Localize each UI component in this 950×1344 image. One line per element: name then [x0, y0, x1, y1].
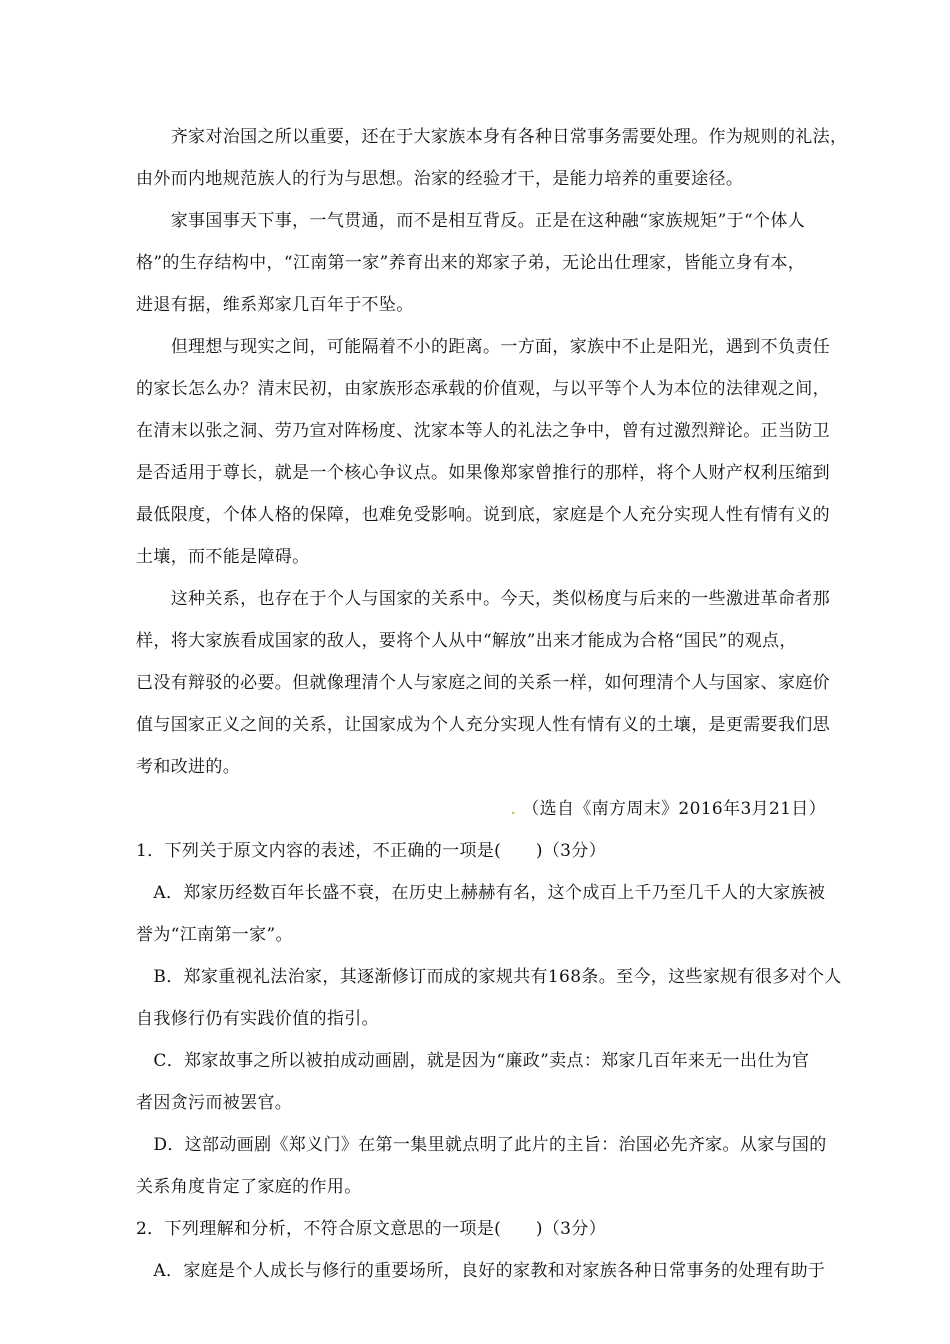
- question-line: 1．下列关于原文内容的表述，不正确的一项是( )（3分）: [136, 841, 607, 861]
- question-line: B．郑家重视礼法治家，其逐渐修订而成的家规共有168条。至今，这些家规有很多对个人: [136, 967, 842, 987]
- question-line: D．这部动画剧《郑义门》在第一集里就点明了此片的主旨：治国必先齐家。从家与国的: [136, 1135, 827, 1155]
- question-line: A．家庭是个人成长与修行的重要场所，良好的家教和对家族各种日常事务的处理有助于: [136, 1261, 826, 1281]
- source-text: （选自《南方周末》2016年3月21日）: [522, 799, 826, 819]
- paragraph-line: 最低限度，个体人格的保障，也难免受影响。说到底，家庭是个人充分实现人性有情有义的: [136, 505, 830, 525]
- question-line: 者因贪污而被罢官。: [136, 1093, 293, 1113]
- paragraph-line: 的家长怎么办？清末民初，由家族形态承载的价值观，与以平等个人为本位的法律观之间，: [136, 379, 830, 399]
- source-mark: .: [510, 799, 517, 819]
- question-line: 关系角度肯定了家庭的作用。: [136, 1177, 362, 1197]
- paragraph-line: 土壤，而不能是障碍。: [136, 547, 310, 567]
- paragraph-line: 在清末以张之洞、劳乃宣对阵杨度、沈家本等人的礼法之争中，曾有过激烈辩论。正当防卫: [136, 421, 830, 441]
- paragraph-line: 格”的生存结构中，“江南第一家”养育出来的郑家子弟，无论出仕理家，皆能立身有本，: [136, 253, 806, 273]
- paragraph-line: 由外而内地规范族人的行为与思想。治家的经验才干，是能力培养的重要途径。: [136, 169, 744, 189]
- paragraph-line: 已没有辩驳的必要。但就像理清个人与家庭之间的关系一样，如何理清个人与国家、家庭价: [136, 673, 830, 693]
- paragraph-line: 是否适用于尊长，就是一个核心争议点。如果像郑家曾推行的那样，将个人财产权利压缩到: [136, 463, 830, 483]
- paragraph-line: 值与国家正义之间的关系，让国家成为个人充分实现人性有情有义的土壤，是更需要我们思: [136, 715, 830, 735]
- question-line: A．郑家历经数百年长盛不衰，在历史上赫赫有名，这个成百上千乃至几千人的大家族被: [136, 883, 826, 903]
- paragraph-line: 家事国事天下事，一气贯通，而不是相互背反。正是在这种融“家族规矩”于“个体人: [136, 211, 806, 231]
- paragraph-line: 样，将大家族看成国家的敌人，要将个人从中“解放”出来才能成为合格“国民”的观点，: [136, 631, 797, 651]
- paragraph-line: 考和改进的。: [136, 757, 241, 777]
- question-line: 2．下列理解和分析，不符合原文意思的一项是( )（3分）: [136, 1219, 607, 1239]
- source-citation: [511, 797, 826, 821]
- paragraph-line: 进退有据，维系郑家几百年于不坠。: [136, 295, 414, 315]
- paragraph-line: 这种关系，也存在于个人与国家的关系中。今天，类似杨度与后来的一些激进革命者那: [136, 589, 830, 609]
- paragraph-line: 但理想与现实之间，可能隔着不小的距离。一方面，家族中不止是阳光，遇到不负责任: [136, 337, 830, 357]
- question-line: C．郑家故事之所以被拍成动画剧，就是因为“廉政”卖点：郑家几百年来无一出仕为官: [136, 1051, 810, 1071]
- paragraph-line: 齐家对治国之所以重要，还在于大家族本身有各种日常事务需要处理。作为规则的礼法，: [136, 127, 848, 147]
- question-line: 誉为“江南第一家”。: [136, 925, 293, 945]
- question-line: 自我修行仍有实践价值的指引。: [136, 1009, 379, 1029]
